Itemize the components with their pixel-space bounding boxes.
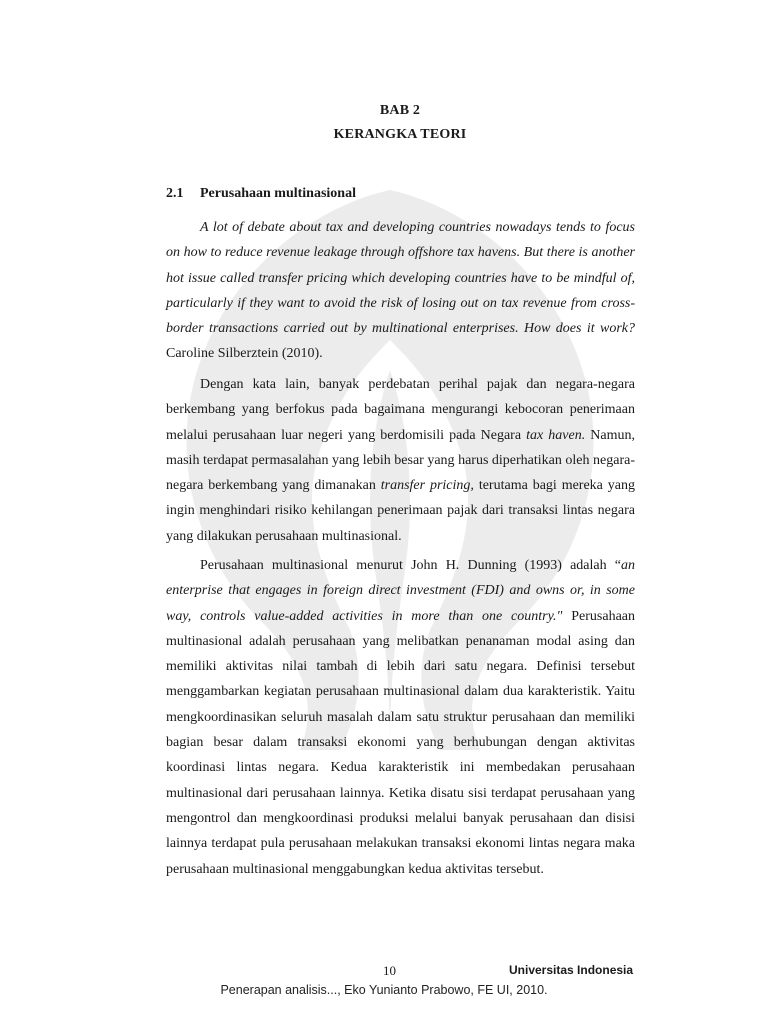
explain-text-1: Dengan kata lain, banyak perdebatan perihal pajak dan negara-negara berkembang yang berfokus pada bagaimana mengurangi kebocoran penerimaan melalui perusahaan luar negeri yang berdomisili pada Negara [166,377,635,443]
footer-credit: Penerapan analisis..., Eko Yunianto Prabowo, FE UI, 2010. [220,983,548,997]
paragraph-dunning [166,553,635,882]
dunning-text-2: Perusahaan multinasional adalah perusahaan yang melibatkan penanaman modal asing dan memiliki aktivitas nilai tambah di lebih dari satu negara. Definisi tersebut menggambarkan kegiatan perusahaan multinasional dalam dua karakteristik. Yaitu mengkoordinasikan seluruh masalah dalam satu struktur perusahaan dan memiliki bagian besar dalam transaksi ekonomi yang berhubungan dengan aktivitas koordinasi lintas negara. Kedua karakteristik ini membedakan perusahaan multinasional dari perusahaan lainnya. Ketika disatu sisi terdapat perusahaan yang mengontrol dan mengkoordinasi produksi melalui banyak perusahaan dan disisi lainnya terdapat pula perusahaan melakukan transaksi ekonomi lintas negara maka perusahaan multinasional menggabungkan kedua aktivitas tersebut. [166,608,635,877]
page-number: 10 [383,963,396,978]
paragraph-quote [166,215,635,367]
chapter-title: KERANGKA TEORI [333,127,467,142]
chapter-number: BAB 2 [379,103,421,118]
dunning-quote: an enterprise that engages in foreign direct investment (FDI) and owns or, in some way, controls value-added activities in more than one country." [166,558,635,624]
section-heading [166,186,356,202]
quote-citation: Caroline Silberztein (2010). [166,346,323,362]
section-number: 2.1 [166,186,184,201]
term-tax-haven: tax haven. [526,427,586,443]
explain-text-2: Namun, masih terdapat permasalahan yang lebih besar yang harus diperhatikan oleh negara-negara berkembang yang dimanakan [166,427,636,494]
university-name: Universitas Indonesia [509,963,634,977]
quote-text: A lot of debate about tax and developing countries nowadays tends to focus on how to reduce revenue leakage through offshore tax havens. But there is another hot issue called transfer pricing which developing countries have to be mindful of, particularly if they want to avoid the risk of losing out on tax revenue from cross-border transactions carried out by multinational enterprises. How does it work? [166,220,635,337]
section-title: Perusahaan multinasional [200,186,356,201]
term-transfer-pricing: transfer pricing, [380,478,474,494]
paragraph-explanation [166,372,635,549]
explain-text-3: terutama bagi mereka yang ingin menghindari risiko kehilangan penerimaan pajak dari transaksi lintas negara yang dilakukan perusahaan multinasional. [166,478,636,544]
dunning-text-1: Perusahaan multinasional menurut John H. Dunning (1993) adalah “ [200,558,621,573]
